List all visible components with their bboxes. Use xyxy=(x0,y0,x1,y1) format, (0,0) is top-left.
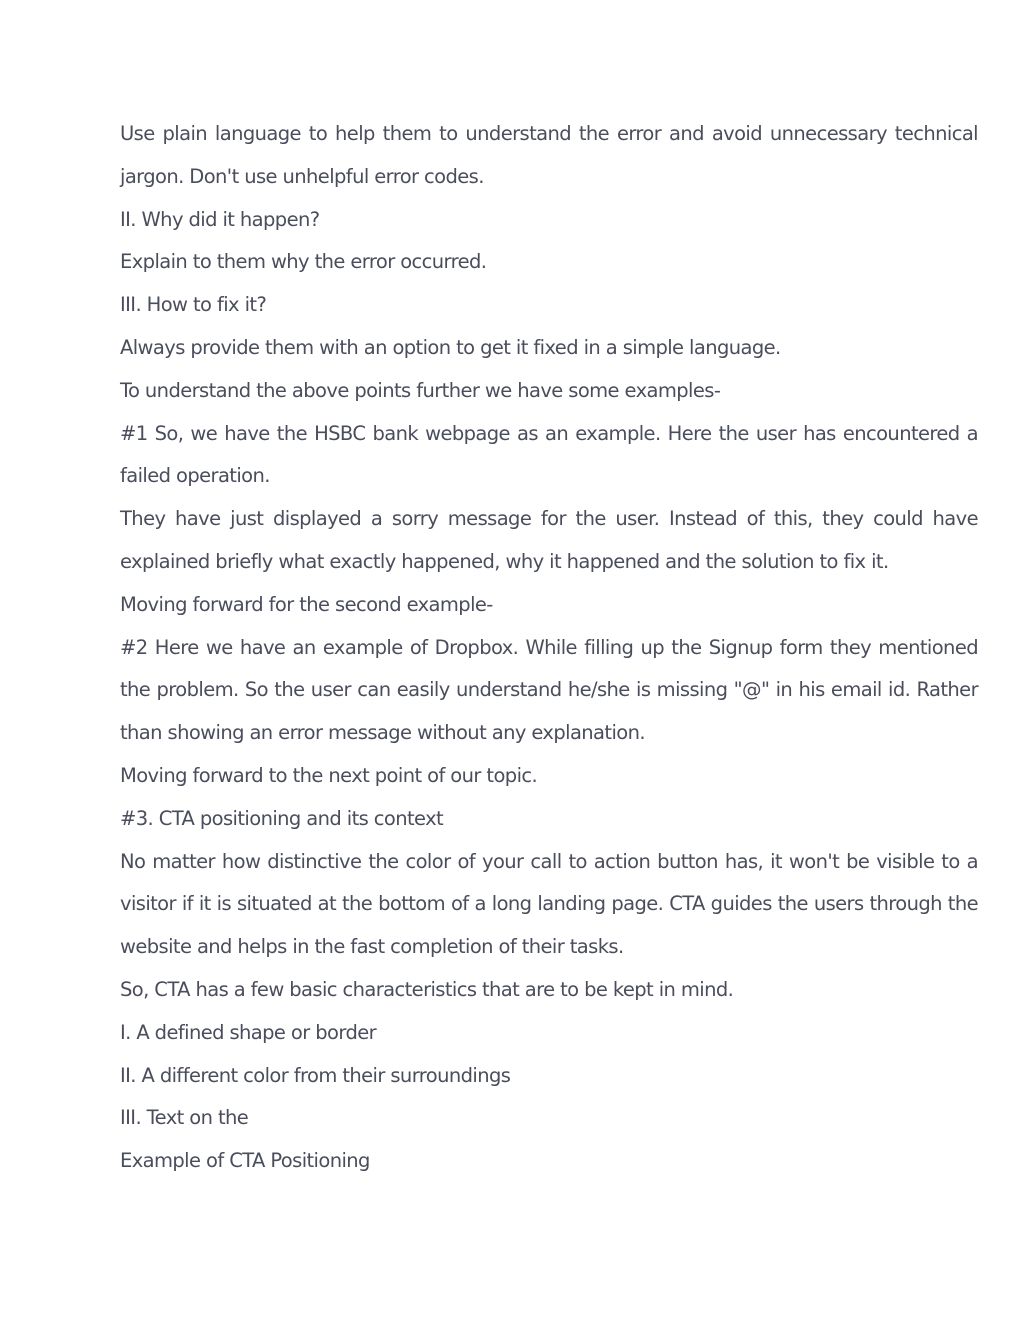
paragraph-sorry-message: They have just displayed a sorry message for the user. Instead of this, they could have explained briefly what exactly happened, why it happened and the solution to fix it. xyxy=(120,507,978,573)
caption-example-cta-positioning: Example of CTA Positioning xyxy=(120,1149,370,1173)
paragraph-cta-characteristics: So, CTA has a few basic characteristics that are to be kept in mind. xyxy=(120,977,734,1001)
paragraph-cta-visibility: No matter how distinctive the color of your call to action button has, it won't be visible to a visitor if it is situated at the bottom of a long landing page. CTA guides the users through the website and helps in the fast completion of their tasks. xyxy=(120,849,978,959)
paragraph-example-dropbox: #2 Here we have an example of Dropbox. While filling up the Signup form they mentioned the problem. So the user can easily understand he/she is missing "@" in his email id. Rather than showing an error message without any explanation. xyxy=(120,635,978,745)
heading-how-to-fix: III. How to fix it? xyxy=(120,293,267,317)
document-body xyxy=(120,113,978,1183)
list-item-defined-shape: I. A defined shape or border xyxy=(120,1020,377,1044)
heading-why-did-it-happen: II. Why did it happen? xyxy=(120,207,320,231)
paragraph-second-example-intro: Moving forward for the second example- xyxy=(120,592,493,616)
paragraph-examples-intro: To understand the above points further we have some examples- xyxy=(120,378,721,402)
paragraph-provide-option: Always provide them with an option to get it fixed in a simple language. xyxy=(120,335,781,359)
paragraph-explain-why: Explain to them why the error occurred. xyxy=(120,250,487,274)
paragraph-example-hsbc: #1 So, we have the HSBC bank webpage as an example. Here the user has encountered a failed operation. xyxy=(120,421,978,488)
paragraph-next-point: Moving forward to the next point of our topic. xyxy=(120,763,538,787)
list-item-text-on-the: III. Text on the xyxy=(120,1106,249,1130)
heading-cta-positioning: #3. CTA positioning and its context xyxy=(120,806,444,830)
paragraph-plain-language: Use plain language to help them to understand the error and avoid unnecessary technical jargon. Don't use unhelpful error codes. xyxy=(120,122,978,188)
list-item-different-color: II. A different color from their surroundings xyxy=(120,1063,511,1087)
